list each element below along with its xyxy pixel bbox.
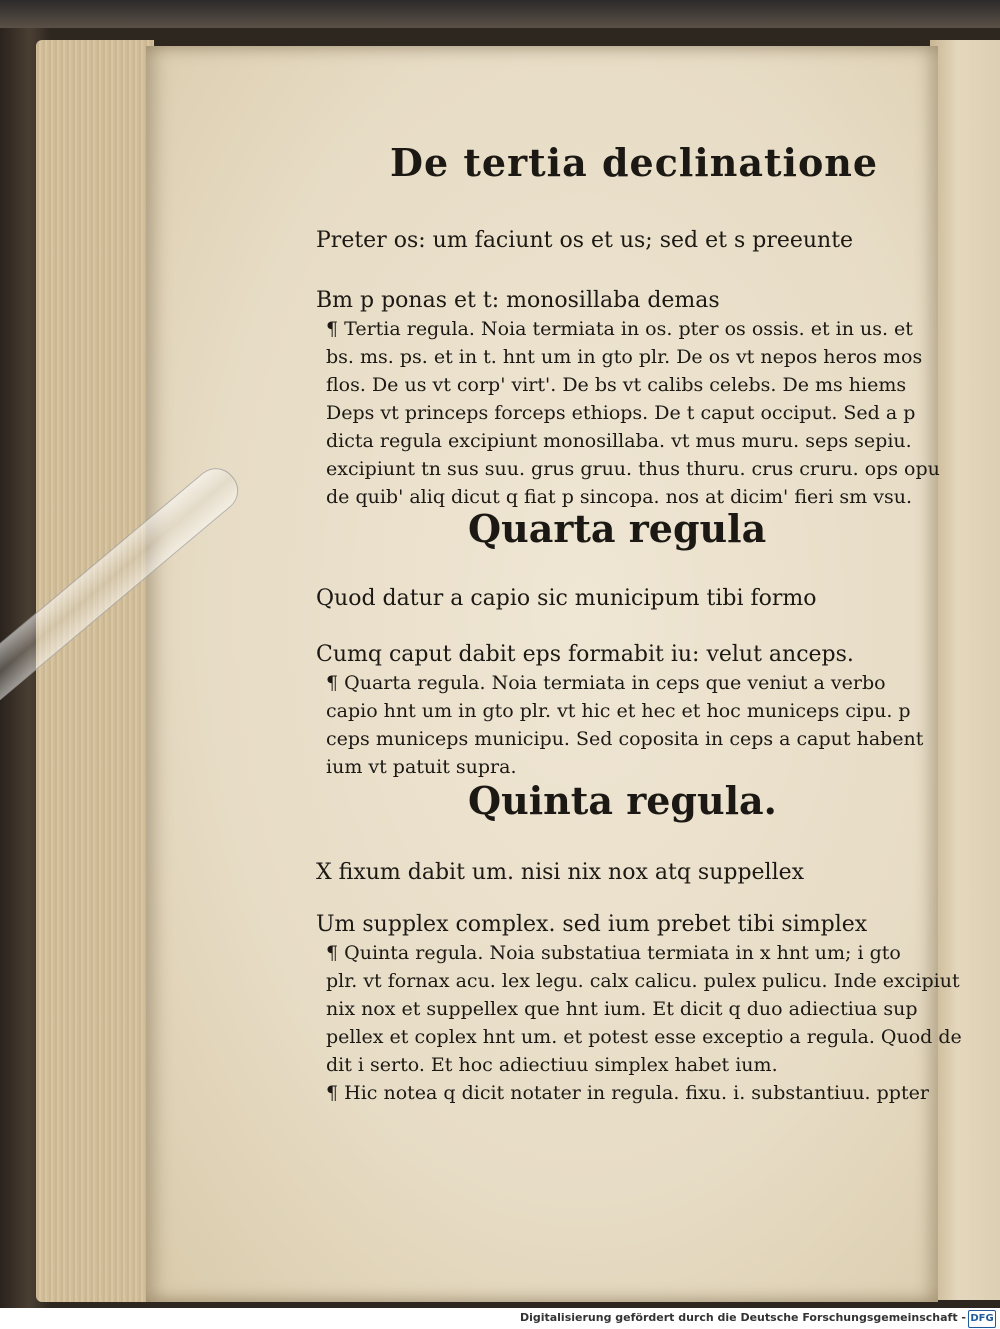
funding-notice: Digitalisierung gefördert durch die Deutsche Forschungsgemeinschaft - [519, 1311, 966, 1324]
page-title: De tertia declinatione [390, 140, 879, 185]
body-line: flos. De us vt corp' virt'. De bs vt calibs celebs. De ms hiems [326, 374, 907, 396]
body-line: dicta regula excipiunt monosillaba. vt mus muru. seps sepiu. [326, 430, 912, 452]
dfg-logo[interactable]: DFG [968, 1310, 996, 1328]
body-line: ¶ Quinta regula. Noia substatiua termiata in x hnt um; i gto [326, 942, 901, 964]
body-line: capio hnt um in gto plr. vt hic et hec et hoc municeps cipu. p [326, 700, 911, 722]
body-line: plr. vt fornax acu. lex legu. calx calicu. pulex pulicu. Inde excipiut [326, 970, 960, 992]
section-heading-quarta: Quarta regula [468, 506, 767, 551]
page-stack-fore-edge [36, 40, 154, 1302]
verse-line: Preter os: um faciunt os et us; sed et s preeunte [316, 228, 854, 253]
body-line: nix nox et suppellex que hnt ium. Et dicit q duo adiectiua sup [326, 998, 918, 1020]
verse-line: Quod datur a capio sic municipum tibi formo [316, 586, 817, 611]
body-line: Deps vt princeps forceps ethiops. De t caput occiput. Sed a p [326, 402, 916, 424]
body-line: ¶ Quarta regula. Noia termiata in ceps que veniut a verbo [326, 672, 886, 694]
body-line: ¶ Hic notea q dicit notater in regula. fixu. i. substantiuu. ppter [326, 1082, 929, 1104]
body-line: ceps municeps municipu. Sed coposita in ceps a caput habent [326, 728, 924, 750]
body-line: ium vt patuit supra. [326, 756, 517, 778]
body-line: ¶ Tertia regula. Noia termiata in os. pter os ossis. et in us. et [326, 318, 913, 340]
section-heading-quinta: Quinta regula. [468, 778, 777, 823]
body-line: excipiunt tn sus suu. grus gruu. thus thuru. crus cruru. ops opu [326, 458, 940, 480]
facing-page-edge [930, 40, 1000, 1300]
verse-line: X fixum dabit um. nisi nix nox atq suppellex [316, 860, 805, 885]
body-line: pellex et coplex hnt um. et potest esse exceptio a regula. Quod de [326, 1026, 962, 1048]
verse-line: Bm p ponas et t: monosillaba demas [316, 288, 720, 313]
book-cover-edge [0, 0, 1000, 28]
body-line: de quib' aliq dicut q fiat p sincopa. nos at dicim' fieri sm vsu. [326, 486, 913, 508]
body-line: bs. ms. ps. et in t. hnt um in gto plr. De os vt nepos heros mos [326, 346, 923, 368]
body-line: dit i serto. Et hoc adiectiuu simplex habet ium. [326, 1054, 778, 1076]
verse-line: Cumq caput dabit eps formabit iu: velut anceps. [316, 642, 854, 667]
verse-line: Um supplex complex. sed ium prebet tibi simplex [316, 912, 868, 937]
